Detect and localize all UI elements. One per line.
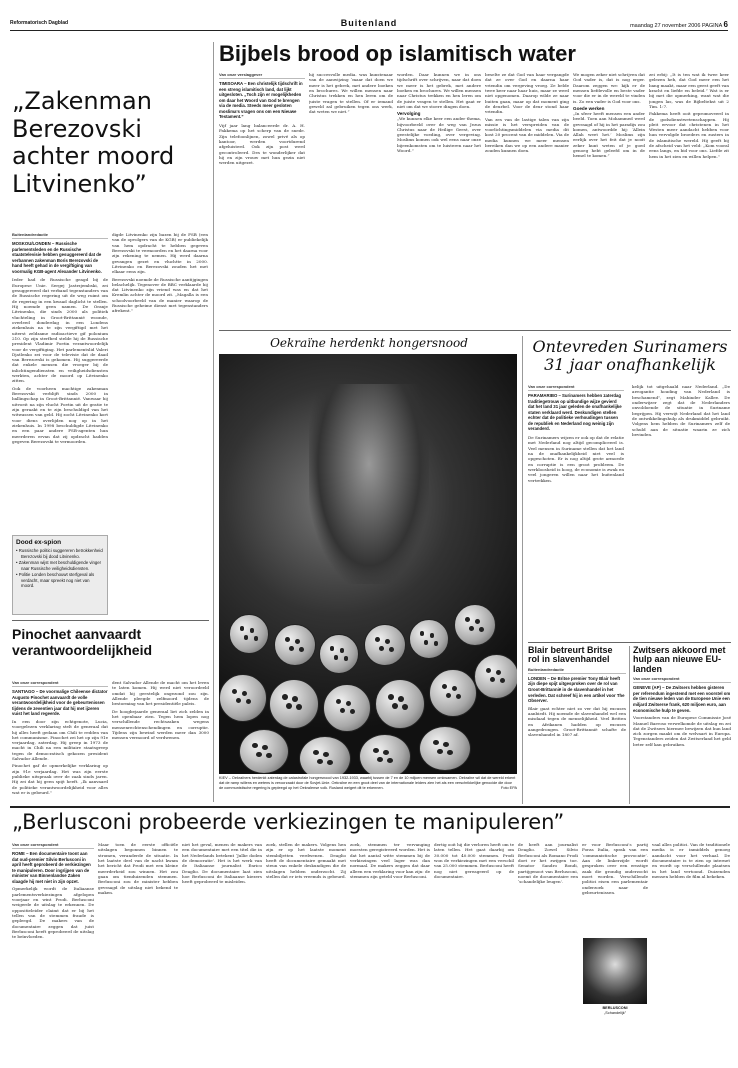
body-text: We mogen zeker niet schrijven dat God vader is, dat is nog erger. Daarom zeggen we: kijk er de mensen liefdevolle en beste vader voor die er in de wereld te vinden is. Zo een vader is God voor ons. <box>573 72 645 104</box>
pinochet-col2 <box>112 680 209 804</box>
body-text: Voorstanders van de Europese Commissie José Manuel Barroso verwelkomde de uitslag en zei dat de Zwitsers hiermee bewijzen dat hun land zich zorgen maakt om de welvaart in Europa. Tegenstanders zeiden dat Zwitserland het geld beter zelf kan gebruiken. <box>633 715 731 747</box>
islam-col2 <box>309 72 393 326</box>
candle-jar <box>319 634 359 674</box>
woman-figure <box>309 384 429 584</box>
candle-jar <box>375 679 425 729</box>
islam-col1 <box>219 72 305 326</box>
candle-jar <box>239 729 289 774</box>
body-text: zei erbij: „It is ten wat ik twee keer gelezen heb, dat God meer een het bang maakt, maar een geest geeft van kracht en liefde en beleid.” Wat is er bij met die opmerking, want wat die jongen las, was de Bijbeltekst uit 2 Tim. 1:7. <box>649 72 729 109</box>
photo-credit: Foto EPA <box>501 785 517 790</box>
body-text: Pinochet gaf de opmerkelijke verklaring op zijn 91e verjaardag. Het was zijn eerste publieke uitspraak over de zaak sinds jaren. Hij zei dat hij geen spijt heeft. „Ik aanvaard de politieke verantwoordelijkheid voor alles wat er is gebeurd.” <box>12 763 108 795</box>
body-text: kelijk tot uitgehaald naar Nederland. „De arrogantie houding van Nederland is beschamend”, zegt Mahinder Kallee. De onderwijzer zegt dat de Nederlanders onvoldoende de situatie in Suriname begrijpen. Hij verwijt Nederland dat het land de ontwikkelingshulp als drukmiddel gebruikt. Volgens hem hebben de Surinamers zelf de schuld aan de situatie waarin ze zich bevinden. <box>632 384 730 437</box>
section-rule <box>219 330 731 331</box>
body-text: In een door zijn echtgenote, Lucia, voorgelezen verklaring stelt de generaal dat hij alles heeft gedaan om Chili te redden van het communisme. Pinochet zei het op zijn 91e verjaardag, zaterdag. Hij greep in 1973 de macht in Chili na een militaire staatsgreep tegen de democratisch gekozen president Salvador Allende. <box>12 718 108 762</box>
lead: MOSKOU/LONDEN – Russische parlementsleden en de Russische staatstelevisie hebben gesuggereerd dat de verbannen zakenman Boris Berezovski de hand heeft gehad in de vergiftiging van voormalig KGB-agent Alexander Litvinenko. <box>12 241 102 274</box>
islam-col4 <box>485 72 569 326</box>
box-title: Dood ex-spion <box>16 539 62 546</box>
body-text: beselte ze dat God van haar vergangde dat ze over God en daarna haar vriendin om vergeving vroeg. Ze belde twee keer naar haar huis, maar ze werd niet opgenomen. Daarop wilde ze naar buiten gaan, maar op dat moment ging de deurbel. Voor de deur stond haar vriendin. <box>485 72 569 115</box>
suriname-col1 <box>528 384 624 640</box>
body-text: zoek, stemmen ter vervanging moesten geregistreerd worden. Het is dat het aantal witte stemmen bij de verkiezingen veel lager was dan normaal. De makers zeggen dat daar alleen een verklaring voor kan zijn: de stemmen zijn geteld voor Berlusconi. <box>350 842 430 879</box>
candle-jar <box>274 624 316 666</box>
headline-berlusconi: „Berlusconi probeerde verkiezingen te manipuleren” <box>12 810 565 834</box>
headline-islam: Bijbels brood op islamitisch water <box>219 42 576 66</box>
box-item: • Russische politici suggereren betrokkenheid Berezovski bij dood Litvinenko. <box>16 548 103 559</box>
article-blair <box>528 646 626 804</box>
body-text: er voor Berlusconi’s partij Forza Italia, sprak van een ‘communistische provocatie’. Aan de linkerzijde wordt gesproken over een ernstige zaak die grondig onderzocht moet worden. Verschillende politici eisen een parlementair onderzoek naar de gebeurtenissen. <box>582 842 648 895</box>
subhead: Vervolging <box>397 111 421 117</box>
headline-pinochet: Pinochet aanvaardt verantwoordelijkheid <box>12 626 153 659</box>
berlusconi-photo <box>583 938 647 1004</box>
candle-jar <box>409 619 449 659</box>
body-text: Van zes van de lastige talen van zijn missie is het verspreiden van de voorlichtingsmiddelen via media dit kost 20 procent van de middelen. Via de media kunnen we meer mensen bereiken dan we op een andere manier zouden kunnen doen. <box>485 116 569 154</box>
header-rule <box>10 30 728 31</box>
body-text: vaal alles politici. Van de traditionele media is er inmiddels genoeg aandacht voor het verhaal. De documentaire is te zien op internet en wordt op verschillende plaatsen in het land vertoond. Duizenden mensen hebben de film al bekeken. <box>652 842 730 879</box>
lead: SANTIAGO – De voormalige Chileense dictator Augusto Pinochet aanvaardt de volle verantwoordelijkheid voor de gebeurtenissen tijdens de zeventien jaar dat hij met ijzeren vuist het land regeerde. <box>12 689 108 717</box>
info-box <box>12 535 108 615</box>
column-rule <box>629 646 630 804</box>
berlusconi-col6 <box>434 842 514 1060</box>
kicker: Buitenlandredactie <box>12 232 108 239</box>
body-text: Berezovski noemde de Russische aantijgingen belachelijk. Tegenover de BBC verklaarde hij dat Litvinenko zijn vriend was en dat het Kremlin achter de moord zit. „Magalla is een schoolvoorbeeld van de manier waarop de Russische geheime dienst met tegenstanders afrekent.” <box>112 276 208 314</box>
kicker: Buitenlandredactie <box>528 667 626 674</box>
body-text: dent Salvador Allende de macht om het leven te laten komen. Hij werd niet veroordeeld omdat hij geestelijk ongezond zou zijn. Allende pleegde zelfmoord tijdens de bestorming van het presidentiële paleis. <box>112 680 209 707</box>
article-swiss <box>633 646 731 804</box>
berlusconi-col4 <box>266 842 346 1060</box>
subhead: Goede werken <box>573 105 605 111</box>
body-text: Maar toen de eerste officiële uitslagen begonnen binnen te stromen, veranderde de situatie. In het laatste deel van de nacht kwam het bericht dat Prodi met een kleine meerderheid zou winnen. Het zou gaan om tienduizenden stemmen. Berlusconi zou de minister hebben gevraagd de uitslag niet bekend te maken. <box>98 842 178 895</box>
date: maandag 27 november 2006 <box>630 23 701 29</box>
kicker: Van onze verslaggever <box>219 72 305 79</box>
box-item: • Politie Londen beschouwt sterfgeval als verdacht, maar spreekt nog niet van moord. <box>16 572 95 589</box>
berezovski-col1 <box>12 232 108 568</box>
body-text: Opmerkelijk wordt de Italiaanse parlementsverkiezingen afgelopen voorjaar en wint Prodi. Berlusconi weigerde de uitslag te erkennen. De oppositieleider claimt dat er bij het tellen van de stemmen fraude is gepleegd. De makers van de documentaire zeggen dat juist Berlusconi heeft geprobeerd de uitslag te beïnvloeden. <box>12 886 94 940</box>
headline-berezovski: „Zakenman Berezovski achter moord Litvinenko” <box>12 88 175 198</box>
lead: TIMISOARA – Een christelijk tijdschrift in een streng islamitisch land, dat lijkt uitgesloten. „Toch zijn er mogelijkheden om daar het Woord van God te brengen via de media. Steeds meer gesloten moslima’s vragen ons om een Nieuwe Testament.” <box>219 81 303 120</box>
photo-title: Oekraïne herdenkt hongersnood <box>270 336 468 350</box>
pinochet-col1 <box>12 680 108 804</box>
body-text: niet het geval, menen de makers van een documentaire met een titel die in het Nederlands betekent ‘Jullie doden de democratie’. Het is het werk van de Italiaanse journalist Enrico Deaglio. De documentaire laat zien hoe Berlusconi de Italiaanse kiezers heeft geprobeerd te misleiden. <box>182 842 262 885</box>
islam-col6 <box>649 72 729 326</box>
body-text: zoek, stellen de makers. Volgens hen zijn er op het laatste moment stembiljetten verdwenen. Deaglio heeft de documentaire gemaakt met steun van enkele deskundigen die de uitslagen hebben onderzocht. Zij stellen dat er iets vreemds is gebeurd. <box>266 842 346 879</box>
body-text: worden. Daar kunnen we in ons tijdschrift over schrijven, naar dat doen we meer is het gebrek, met andere boeken en brochures. We willen mensen naar Christus trekken en hen leren om de juiste vragen te stellen. Het gaat er niet om dat we stoere dingen doen. <box>397 72 481 109</box>
body-text: „We kunnen elke keer een ander thema, bijvoorbeeld over de weg van Jezus Christus naar de Heilige Geest, over geestelijke voeding, over vergeving. Moslims komen ook wel eens naar onze bijeenkomsten om te luisteren naar het Woord.” <box>397 116 481 154</box>
berlusconi-col2 <box>98 842 178 1060</box>
islam-col5 <box>573 72 645 326</box>
page-label: PAGINA <box>701 23 723 29</box>
body-text: Ook de voorheen machtige zakenman Berezovski verblijft sinds 2000 in ballingschap in Groot-Brittannië. Vanwaar hij uitvoeit na zijn vlucht Poetin uit de gratie te zijn geraakt en te zijn beschuldigd van het witwassen van geld. Hij zocht Litvinenko kort voor diens overlijden nog op in het ziekenhuis. In 1998 beschuldigde Litvinenko en een paar andere FSB-agenten hun meerderen ervan dat zij opdracht hadden gegeven Berezovski te vermoorden. <box>12 385 108 444</box>
lead: GENEVE (AP) – De Zwitsers hebben gisteren per referendum ingestemd met een voorstel om de tien nieuwe leden van de Europese Unie een miljard Zwitserse frank, 620 miljoen euro, aan economische hulp te geven. <box>633 685 731 713</box>
body-text: digde Litvinenko zijn bazen bij de FSB (een van de opvolgers van de KGB) er publiekelijk van hem opdracht te hebben gegeven Berezovski te vermoorden en het daarna voor zijn rekening te nemen. Hij werd daarna gevangen gezet en vluchtte in 2000. Litvinenko en Berezovski zouden het met elkaar eens zijn. <box>112 232 208 275</box>
body-text: hij succesvolle media. was kunstenaar van de aanwijzing ‘maar dat doen we meer is het gebrek, met andere boeken en brochures. We willen mensen naar Christus trekken en hen leren om de juiste vragen te stellen. Of er iemand geweld zal gebruiken tegen ons werk, dat weten we niet.” <box>309 72 393 115</box>
column-rule <box>213 42 214 802</box>
box-item: • Zakenman wijst met beschuldigende vinger naar Russische veiligheidsdiensten. <box>16 560 102 571</box>
candle-jar <box>364 624 406 666</box>
candle-jar <box>454 604 496 646</box>
section-rule <box>12 620 209 621</box>
body-text: De Surinamers wijzen er ook op dat de relatie met Nederland nog altijd gecompliceerd is. Veel mensen in Suriname stellen dat het land na de onafhankelijkheid niet veel is opgeschoten. Er is nog altijd grote armoede en corruptie is een groot probleem. De werkloosheid is hoog, de economie is zwak en veel jongeren willen naar het buitenland vertrekken. <box>528 435 624 483</box>
body-text: „In sfeer heeft mensen een ander beeld. Toen aan Mohammed werd gevraagd of hij in het paradijs zou komen, antwoordde hij: ‘Allein Allah weet het.’ Moslims zijn eerlijk over het feit dat je nooit zeker kunt weten of je goed genoeg hebt geleefd om in de hemel te komen.” <box>573 110 645 159</box>
candle-jar <box>419 726 471 771</box>
section-rule <box>528 642 731 643</box>
hongersnood-photo <box>219 354 517 774</box>
page-number: 6 <box>723 20 728 29</box>
candle-jar <box>299 736 351 774</box>
body-text: de heeft aan journalist Deaglio. Zowel Silvio Berlusconi als Romano Prodi doet er het zwijgen toe. Senator Sandro Bondi, partijgenoot van Berlusconi, noemt de documentaire een ‘schandelijke leugen’. <box>518 842 578 885</box>
candle-jar <box>219 674 267 722</box>
islam-col3 <box>397 72 481 326</box>
berlusconi-col5 <box>350 842 430 1060</box>
column-rule <box>522 336 523 804</box>
headline-suriname: Ontevreden Surinamers 31 jaar onafhankelijk <box>532 338 728 374</box>
suriname-col2 <box>632 384 730 640</box>
section-title: Buitenland <box>340 18 398 28</box>
body-text: Blair gaat echter niet zo ver dat hij excuses aanbiedt. Hij noemde de slavenhandel wel een misdaad tegen de menselijkheid. Veel Britten en Afrikanen hadden op excuses aangedrongen. Groot-Brittannië schafte de slavenhandel in 1807 af. <box>528 705 626 738</box>
kicker: Van onze correspondent <box>528 384 624 391</box>
lead: PARAMARIBO – Surinamers hebben zaterdag traditiegetrouw op uitbundige wijze gevierd dat het land 31 jaar geleden de onafhankelijke staten verklaard werd. Deskundigen stellen echter dat de politieke verhoudingen tussen de republiek en Nederland nog weinig zijn veranderd. <box>528 393 622 432</box>
candle-jar <box>474 654 517 699</box>
candle-jar <box>323 684 371 732</box>
headline-blair: Blair betreurt Britse rol in slavenhandel <box>528 646 613 665</box>
berlusconi-col3 <box>182 842 262 1060</box>
candle-jar <box>429 669 477 717</box>
body-text: De hoogbejaarde generaal liet zich zelden in het openbaar zien. Tegen hem lopen nog verschillende rechtszaken wegens mensenrechtenschendingen en corruptie. Tijdens zijn bewind werden meer dan 3000 mensen vermoord of verdwenen. <box>112 708 209 741</box>
kicker: Van onze correspondent <box>12 680 108 687</box>
candle-jar <box>229 614 269 654</box>
headline-swiss: Zwitsers akkoord met hulp aan nieuwe EU-landen <box>633 646 726 674</box>
berlusconi-caption: BERLUSCONI „Schandelijk” <box>602 1006 628 1015</box>
lead: ROME – Een documentaire toont aan dat oud-premier Silvio Berlusconi in april heeft geprobeerd de verkiezingen te manipuleren. Door ingrijpen van de minister van Binnenlandse Zaken slaagde hij met niet in zijn opzet. <box>12 851 91 884</box>
photo-subcaption: „Schandelijk” <box>604 1010 626 1015</box>
paper-name: Reformatorisch Dagblad <box>10 20 69 26</box>
kicker: Van onze correspondent <box>633 676 731 683</box>
berlusconi-col9 <box>652 842 730 1060</box>
kicker: Van onze correspondent <box>12 842 94 849</box>
candle-jar <box>269 679 319 729</box>
page-info <box>630 20 728 29</box>
candle-jar <box>359 734 411 774</box>
body-text: Fakkema heeft ooit gepromoveerd in de godsdienstwetenschappen. Hij pleit ervoor dat christenen in het Westen meer aandacht hebben voor hun vervolgde broeders en zusters in de islamitische wereld. Hij geeft bij de afscheid van het veld: „Kom vooral eens langs, en bid voor ons. Liefde zit hem in het zien en willen helpen.” <box>649 111 729 159</box>
photo-caption: KIEV – Oekraïners herdenkt zaterdag de catastrofale hongersnood van 1932-1933, waarbij tussen de 7 en de 10 miljoen mensen omkwamen. Oekraïne wil dat de wereld erkent dat de ramp willens en wetens is veroorzaakt door de Sovjet-Unie. Oekraïne en een groot deel van de internationale leiders zien het als een verschrikkelijke genocide die door de communistische regering is gepleegd op het Oekraïense volk. Rusland weigert dit te erkennen. Foto EPA <box>219 776 517 790</box>
berlusconi-col1 <box>12 842 94 1060</box>
berezovski-col2 <box>112 232 208 570</box>
section-rule <box>10 806 730 808</box>
berlusconi-col7 <box>518 842 578 1060</box>
lead: LONDEN – De Britse premier Tony Blair heeft zijn diepe spijt uitgesproken over de rol van Groot-Brittannië in de slavenhandel in het verleden. Dat schreef hij in een artikel voor The Observer. <box>528 675 625 704</box>
body-text: dertig ooit hij die verloren heeft om te laten tellen. Het gaat daarbij om 30.000 tot 40.000 stemmen. Prodi won de verkiezingen met een verschil van 25.000 stemmen. Berlusconi heeft nog niet gereageerd op de documentaire. <box>434 842 514 879</box>
body-text: Vijf jaar lang balanceerde dr. A. H. Fakkema op het scherp van de snede. Zijn telefoonlijnen, zowel privé als op kantoor, werden voortdurend afgeluisterd. Ook zijn post werd gecontroleerd. Des te wonderlijker dat hij en zijn vrouw met hun gezin niet werden uitgezet. <box>219 123 305 166</box>
body-text: Ieder had de Russische geagd bij de Europese Unie. Sergej Jastrzjembski, zei gesuggereerd dat verband tegenstanders van de Russische regering uit de weg ruimt om de regering in een kwaad daglicht te stellen. Hij noemde geen namen. De Oranje Litvinenko, die sinds 2000 als politiek vluchteling in Groot-Brittannië woonde, overleed donderdag in een Londens ziekenhuis na te zijn vergiftigd met het uiterst zeldzame radioactieve gif polonium 210. Op zijn sterfbed stelde hij de Russische president Vladimir Poetin verantwoordelijk voor de vergiftiging. Het parlementslid Valeri Djatlenko zei voor de televisie dat de daad van Berezovski is gekomen. Hij suggereerde dat enkele mensen die vroeger bij de inlichtingendiensten en veiligheidsdiensten werkten, achter de moord op Litvinenko zitten. <box>12 277 108 384</box>
